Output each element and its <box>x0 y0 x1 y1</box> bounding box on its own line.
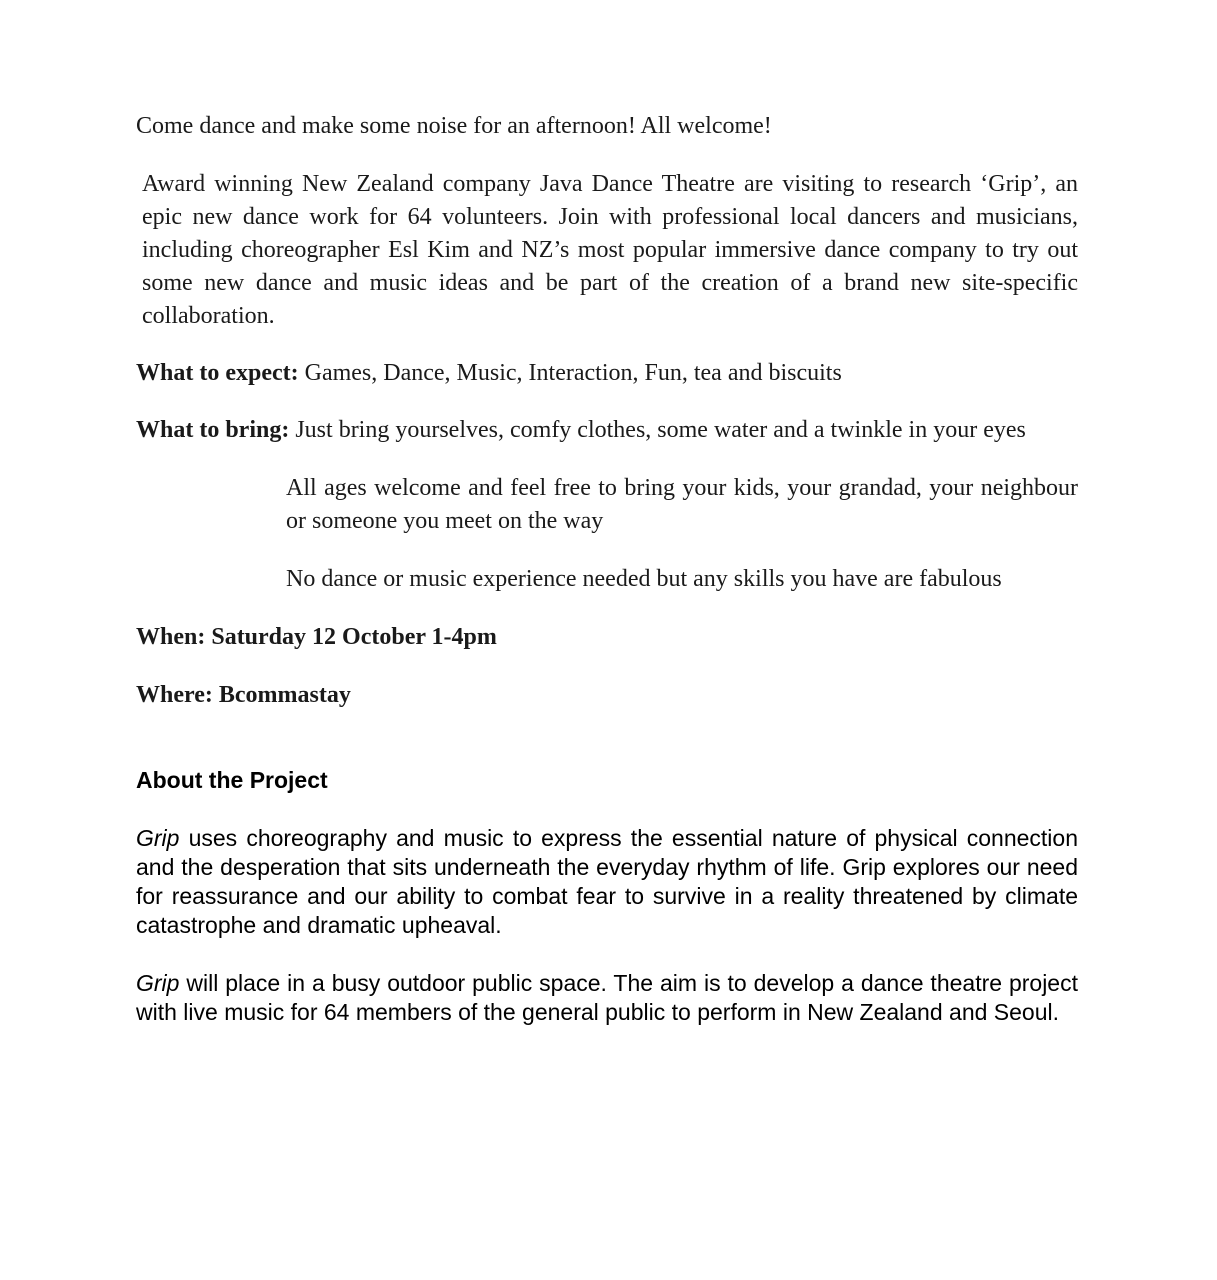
where-text: Where: Bcommastay <box>136 682 351 708</box>
welcome-line: Come dance and make some noise for an afternoon! All welcome! <box>136 113 772 139</box>
bring-label: What to bring: <box>136 417 290 443</box>
about-p2-text: will place in a busy outdoor public space. The aim is to develop a dance theatre project with live music for 64 members of the general public to perform in New Zealand and Seoul. <box>136 970 1078 1025</box>
intro-paragraph: Award winning New Zealand company Java Dance Theatre are visiting to research ‘Grip’, an epic new dance work for 64 volunteers. Join with professional local dancers and musicians, including choreographer Esl Kim and NZ’s most popular immersive dance company to try out some new dance and music ideas and be part of the creation of a brand new site-specific collaboration. <box>142 171 1078 329</box>
expect-line <box>136 357 1078 390</box>
expect-label: What to expect: <box>136 360 299 386</box>
when-text: When: Saturday 12 October 1-4pm <box>136 624 497 650</box>
about-p2-title: Grip <box>136 970 180 996</box>
about-heading: About the Project <box>136 767 328 793</box>
about-p1-text: uses choreography and music to express the essential nature of physical connection and the desperation that sits underneath the everyday rhythm of life. Grip explores our need for reassurance and our ability to combat fear to survive in a reality threatened by climate catastrophe and dramatic upheaval. <box>136 825 1078 938</box>
expect-text: Games, Dance, Music, Interaction, Fun, tea and biscuits <box>298 360 842 386</box>
where-line <box>136 679 1078 712</box>
experience-note: No dance or music experience needed but any skills you have are fabulous <box>286 566 1002 592</box>
ages-note: All ages welcome and feel free to bring your kids, your grandad, your neighbour or someone you meet on the way <box>286 475 1078 534</box>
about-p1-title: Grip <box>136 825 180 851</box>
document-page <box>136 110 1078 1027</box>
about-paragraph-2 <box>136 969 1078 1027</box>
bring-text: Just bring yourselves, comfy clothes, some water and a twinkle in your eyes <box>289 417 1026 443</box>
about-paragraph-1 <box>136 824 1078 940</box>
when-line <box>136 621 1078 654</box>
bring-line <box>136 414 1078 447</box>
